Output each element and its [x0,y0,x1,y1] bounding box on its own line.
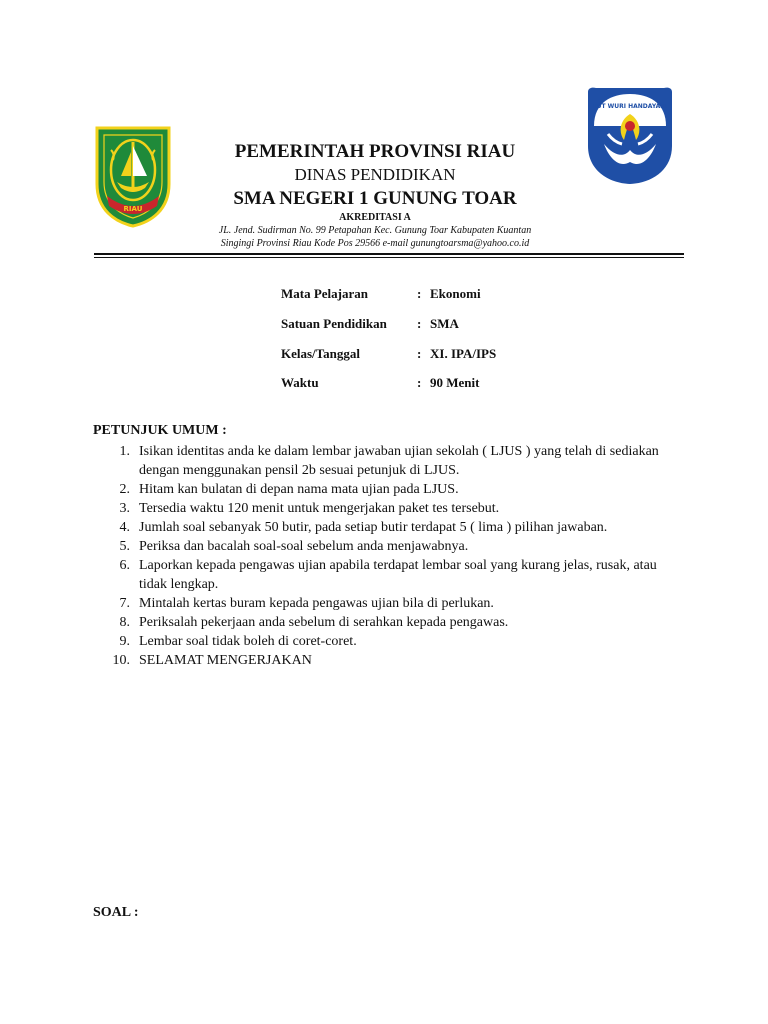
info-label: Waktu [281,375,319,390]
instruction-item [93,499,673,518]
instruction-text: Periksa dan bacalah soal-soal sebelum anda menjawabnya. [139,539,469,554]
instruction-text: Laporkan kepada pengawas ujian apabila terdapat lembar soal yang kurang jelas, rusak, atau tidak lengkap. [139,558,657,592]
info-label: Kelas/Tanggal [281,346,360,361]
instruction-text: Mintalah kertas buram kepada pengawas ujian bila di perlukan. [139,596,494,611]
instruction-text: Lembar soal tidak boleh di coret-coret. [139,634,357,649]
instruction-item [93,537,673,556]
info-label: Mata Pelajaran [281,286,369,301]
instruction-number: 3. [119,501,130,516]
instruction-item [93,594,673,613]
general-instructions-heading: PETUNJUK UMUM : [93,423,227,438]
instruction-number: 2. [119,482,130,497]
instruction-item [93,556,673,594]
address-line-1: JL. Jend. Sudirman No. 99 Petapahan Kec. Gunung Toar Kabupaten Kuantan [218,225,532,236]
instruction-text: Tersedia waktu 120 menit untuk mengerjakan paket tes tersebut. [139,501,500,516]
instruction-item [93,480,673,499]
instruction-text: Periksalah pekerjaan anda sebelum di serahkan kepada pengawas. [139,615,509,630]
info-colon: : [417,346,422,361]
tut-wuri-handayani-logo [584,86,676,186]
instruction-text: Hitam kan bulatan di depan nama mata ujian pada LJUS. [139,482,459,497]
school-name: SMA NEGERI 1 GUNUNG TOAR [233,188,517,209]
info-colon: : [417,375,422,390]
info-value: XI. IPA/IPS [430,346,497,361]
instruction-item [93,632,673,651]
info-colon: : [417,286,422,301]
info-colon: : [417,316,422,331]
info-value: Ekonomi [430,286,481,301]
riau-logo-text: RIAU [123,205,143,213]
instruction-text: SELAMAT MENGERJAKAN [139,653,312,668]
info-value: 90 Menit [430,375,480,390]
instruction-item [93,613,673,632]
accreditation-label: AKREDITASI A [339,212,411,223]
instruction-text: Isikan identitas anda ke dalam lembar jawaban ujian sekolah ( LJUS ) yang telah di sediakan dengan menggunakan pensil 2b sesuai petunjuk di LJUS. [139,444,659,478]
instructions-list [93,442,673,670]
instruction-number: 8. [119,615,130,630]
letterhead-divider-thin [94,257,684,258]
instruction-number: 10. [112,653,130,668]
instruction-number: 6. [119,558,130,573]
riau-emblem-logo [95,126,171,228]
instruction-item [93,518,673,537]
department-title: DINAS PENDIDIKAN [294,165,456,184]
letterhead-divider-thick [94,253,684,255]
instruction-item [93,651,673,670]
address-line-2: Singingi Provinsi Riau Kode Pos 29566 e-mail gunungtoarsma@yahoo.co.id [220,238,530,249]
tut-wuri-motto-text: TUT WURI HANDAYANI [592,103,668,110]
instruction-number: 9. [119,634,130,649]
instruction-item [93,442,673,480]
instruction-text: Jumlah soal sebanyak 50 butir, pada setiap butir terdapat 5 ( lima ) pilihan jawaban. [139,520,608,535]
instruction-number: 1. [119,444,130,459]
info-value: SMA [430,316,459,331]
instruction-number: 5. [119,539,130,554]
instruction-number: 4. [119,520,130,535]
government-title: PEMERINTAH PROVINSI RIAU [234,141,516,162]
instruction-number: 7. [119,596,130,611]
info-label: Satuan Pendidikan [281,316,387,331]
questions-heading: SOAL : [93,905,139,920]
